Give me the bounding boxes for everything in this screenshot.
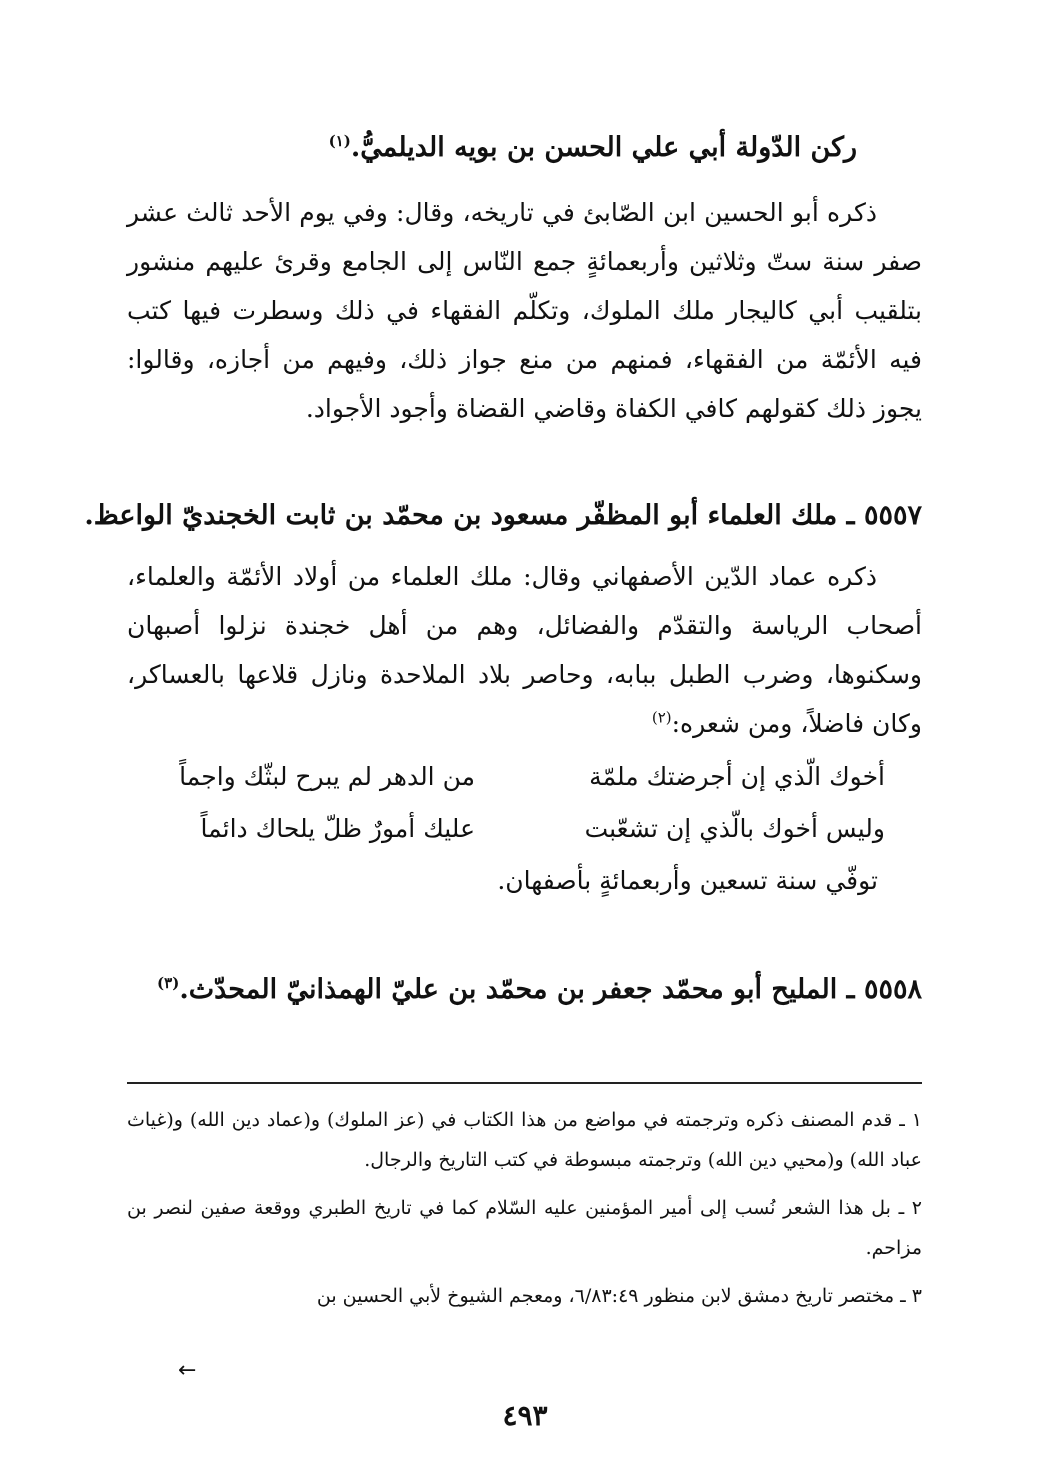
entry-heading-text: ٥٥٥٧ ـ ملك العلماء أبو المظفّر مسعود بن محمّد بن ثابت الخجنديّ الواعظ. (84, 500, 922, 531)
verse-second-hemistich: عليك أمورٌ ظلّ يلحاك دائماً (200, 814, 475, 843)
footnote-3: ٣ ـ مختصر تاريخ دمشق لابن منظور ٦/٨٣:٤٩، ومعجم الشيوخ لأبي الحسين بن (316, 1285, 922, 1307)
footnote-divider (127, 1082, 922, 1084)
footnote-ref-2: (٢) (651, 708, 672, 727)
entry-heading-rukn-al-dawla (127, 128, 857, 168)
entry-heading-text: ركن الدّولة أبي علي الحسن بن بويه الديلميُّ. (350, 132, 857, 163)
verse-first-hemistich: أخوك الّذي إن أجرضتك ملمّة (589, 762, 885, 791)
verse-first-hemistich: وليس أخوك بالّذي إن تشعّبت (584, 814, 885, 843)
entry-heading-5558 (127, 970, 922, 1010)
page-number: ٤٩٣ (502, 1399, 548, 1432)
continuation-arrow-icon: ← (178, 1358, 197, 1383)
paragraph-body: ذكره عماد الدّين الأصفهاني وقال: ملك العلماء من أولاد الأئمّة والعلماء، أصحاب الرياسة والتقدّم والفضائل، وهم من أهل خجندة نزلوا أصبهان وسكنوها، وضرب الطبل ببابه، وحاصر بلاد الملاحدة ونازل قلاعها بالعساكر، وكان فاضلاً، ومن شعره: (127, 562, 922, 738)
death-note: توفّي سنة تسعين وأربعمائةٍ بأصفهان. (497, 866, 878, 895)
footnote-1: ١ ـ قدم المصنف ذكره وترجمته في مواضع من هذا الكتاب في (عز الملوك) و(عماد دين الله) و(غياث عباد الله) و(محيي دين الله) وترجمته مبسوطة في كتب التاريخ والرجال. (127, 1109, 922, 1171)
footnote-ref-1: (١) (328, 132, 351, 150)
paragraph-text (127, 552, 922, 748)
footnote-2: ٢ ـ بل هذا الشعر نُسب إلى أمير المؤمنين عليه السّلام كما في تاريخ الطبري ووقعة صفين لنصر بن مزاحم. (127, 1197, 922, 1259)
entry-paragraph-5557 (127, 552, 922, 748)
poem-verse-2 (155, 806, 885, 852)
entry-heading-text: ٥٥٥٨ ـ المليح أبو محمّد جعفر بن محمّد بن عليّ الهمذانيّ المحدّث. (179, 974, 922, 1005)
poem-verse-1 (155, 754, 885, 800)
footnotes (127, 1100, 922, 1324)
entry-heading-5557 (84, 496, 922, 536)
verse-second-hemistich: من الدهر لم يبرح لبثّك واجماً (179, 762, 475, 791)
footnote-ref-3: (٣) (157, 974, 180, 992)
paragraph-text: ذكره أبو الحسين ابن الصّابئ في تاريخه، وقال: وفي يوم الأحد ثالث عشر صفر سنة ستّ وثلاثين وأربعمائةٍ جمع النّاس إلى الجامع وقرئ عليهم منشور بتلقيب أبي كاليجار ملك الملوك، وتكلّم الفقهاء في ذلك وسطرت فيها كتب فيه الأئمّة من الفقهاء، فمنهم من منع جواز ذلك، وفيهم من أجازه، وقالوا: يجوز ذلك كقولهم كافي الكفاة وقاضي القضاة وأجود الأجواد. (127, 198, 922, 423)
entry-paragraph-rukn-al-dawla (127, 188, 922, 433)
